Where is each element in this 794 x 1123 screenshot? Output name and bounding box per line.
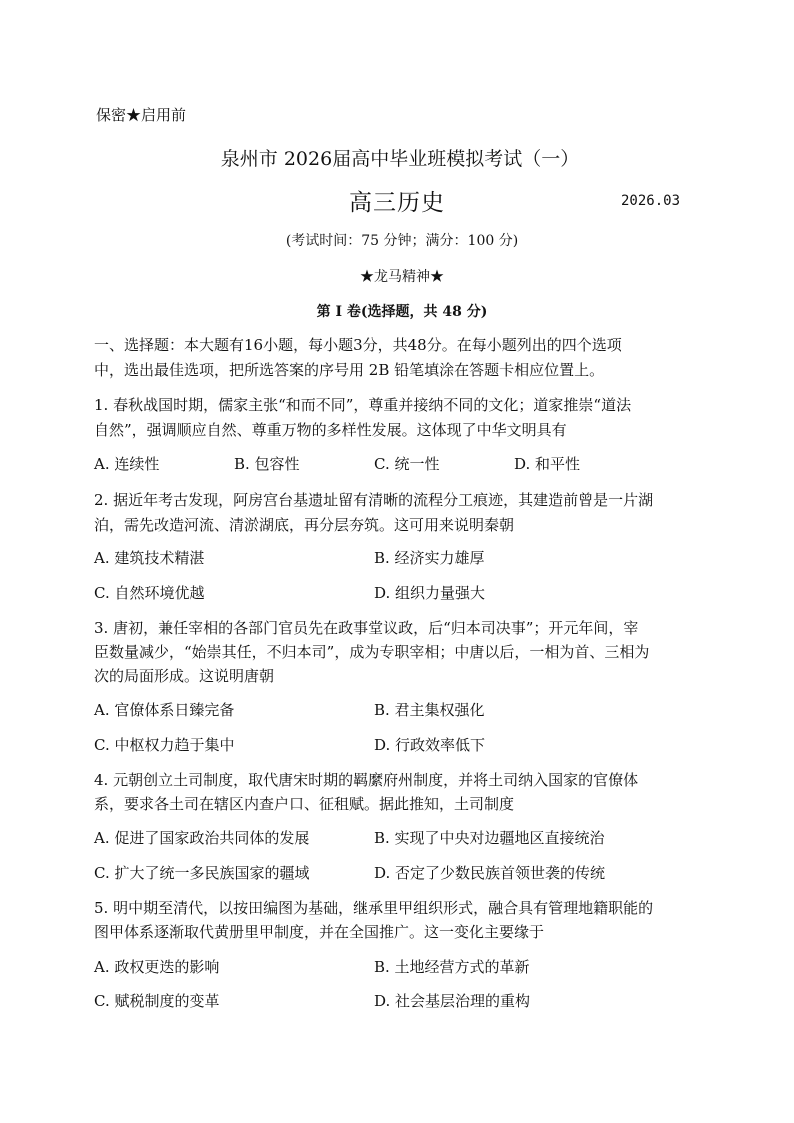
instruction-line: 中，选出最佳选项，把所选答案的序号用 2B 铅笔填涂在答题卡相应位置上。	[94, 361, 605, 379]
option-b: B. 包容性	[234, 455, 300, 473]
question-text: 5. 明中期至清代，以按田编图为基础，继承里甲组织形式，融合具有管理地籍职能的	[94, 899, 654, 917]
exam-info: (考试时间：75 分钟；满分：100 分)	[285, 233, 519, 249]
option-b: B. 实现了中央对边疆地区直接统治	[374, 829, 605, 847]
option-a: A. 连续性	[94, 455, 160, 473]
option-d: D. 行政效率低下	[374, 736, 486, 754]
option-c: C. 统一性	[374, 455, 440, 473]
question-text: 次的局面形成。这说明唐朝	[94, 667, 275, 685]
option-c: C. 扩大了统一多民族国家的疆域	[94, 864, 310, 882]
question-text: 系，要求各土司在辖区内查户口、征租赋。据此推知，土司制度	[94, 795, 515, 813]
question-text: 自然”，强调顺应自然、尊重万物的多样性发展。这体现了中华文明具有	[94, 421, 567, 439]
option-c: C. 中枢权力趋于集中	[94, 736, 235, 754]
question-text: 1. 春秋战国时期，儒家主张“和而不同”，尊重并接纳不同的文化；道家推崇“道法	[94, 396, 632, 414]
option-d: D. 否定了少数民族首领世袭的传统	[374, 864, 606, 882]
confidential-label: 保密★启用前	[96, 106, 187, 124]
instruction-line: 一、选择题：本大题有16小题，每小题3分，共48分。在每小题列出的四个选项	[94, 336, 622, 354]
option-b: B. 君主集权强化	[374, 701, 485, 719]
question-text: 2. 据近年考古发现，阿房宫台基遗址留有清晰的流程分工痕迹，其建造前曾是一片湖	[94, 491, 654, 509]
question-text: 3. 唐初，兼任宰相的各部门官员先在政事堂议政，后“归本司决事”；开元年间，宰	[94, 619, 639, 637]
question-text: 图甲体系逐渐取代黄册里甲制度，并在全国推广。这一变化主要缘于	[94, 923, 545, 941]
question-text: 泊，需先改造河流、清淤湖底，再分层夯筑。这可用来说明秦朝	[94, 516, 515, 534]
exam-date: 2026.03	[621, 193, 681, 209]
option-b: B. 经济实力雄厚	[374, 549, 485, 567]
option-a: A. 官僚体系日臻完备	[94, 701, 235, 719]
option-d: D. 和平性	[514, 455, 581, 473]
option-d: D. 组织力量强大	[374, 584, 486, 602]
option-d: D. 社会基层治理的重构	[374, 992, 531, 1010]
option-a: A. 促进了国家政治共同体的发展	[94, 829, 310, 847]
option-c: C. 赋税制度的变革	[94, 992, 220, 1010]
question-text: 4. 元朝创立土司制度，取代唐宋时期的羁縻府州制度，并将土司纳入国家的官僚体	[94, 771, 639, 789]
question-text: 臣数量减少，“始崇其任，不归本司”，成为专职宰相；中唐以后，一相为首、三相为	[94, 643, 650, 661]
option-b: B. 土地经营方式的革新	[374, 958, 530, 976]
motto: ★龙马精神★	[360, 269, 444, 285]
option-c: C. 自然环境优越	[94, 584, 205, 602]
exam-title: 泉州市 2026届高中毕业班模拟考试（一）	[220, 148, 580, 170]
section-heading: 第 I 卷(选择题，共 48 分)	[316, 304, 488, 320]
option-a: A. 建筑技术精湛	[94, 549, 205, 567]
subject-title: 高三历史	[349, 190, 445, 216]
option-a: A. 政权更迭的影响	[94, 958, 220, 976]
